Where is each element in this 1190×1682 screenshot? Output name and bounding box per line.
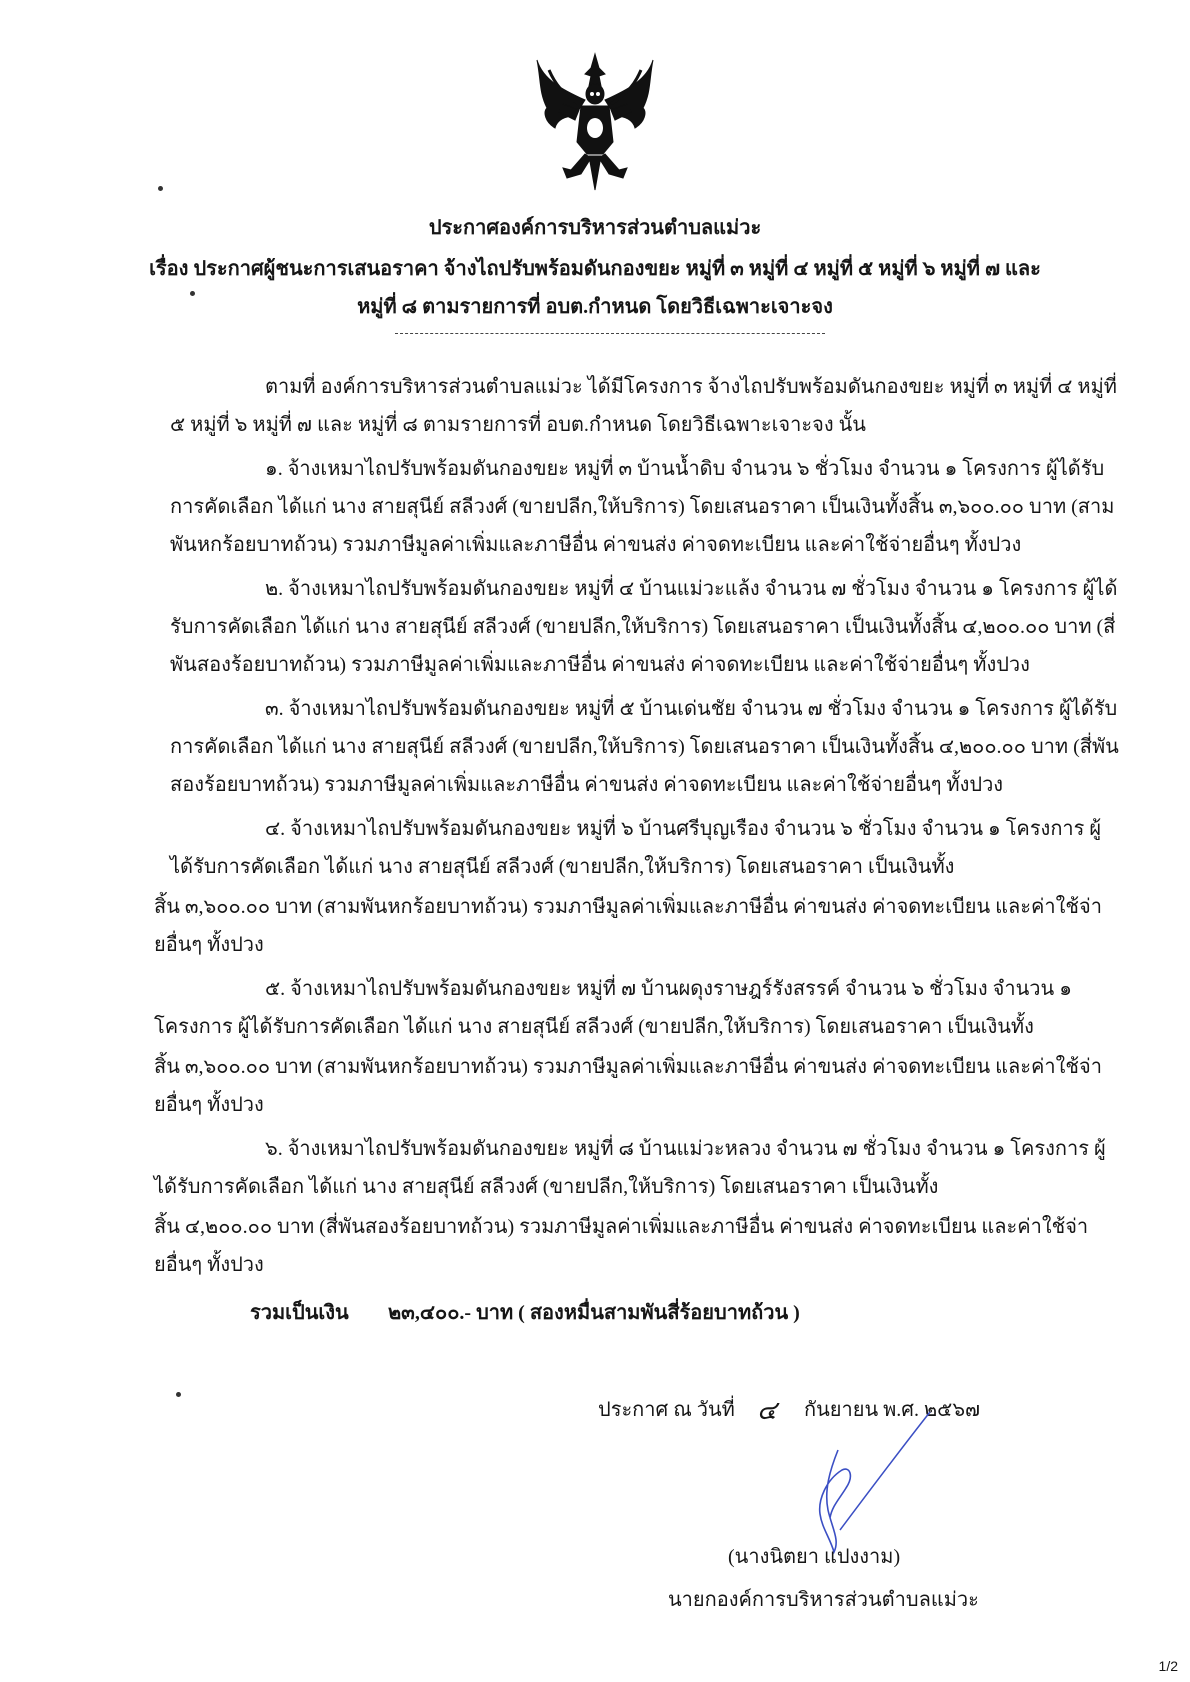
body-line: สิ้น ๓,๖๐๐.๐๐ บาท (สามพันหกร้อยบาทถ้วน) รวมภาษีมูลค่าเพิ่มและภาษีอื่น ค่าขนส่ง ค่าจดทะเบียน และค่าใช้จ่า	[154, 1056, 1102, 1078]
signer-name: (นางนิตยา แปงงาม)	[728, 1546, 901, 1568]
body-line: การคัดเลือก ได้แก่ นาง สายสุนีย์ สลีวงศ์ (ขายปลีก,ให้บริการ) โดยเสนอราคา เป็นเงินทั้งสิ้น ๔,๒๐๐.๐๐ บาท (สี่พัน	[170, 736, 1119, 758]
total-amount: ๒๓,๔๐๐.- บาท ( สองหมื่นสามพันสี่ร้อยบาทถ้วน )	[388, 1302, 800, 1324]
announcement-subject-line-2: หมู่ที่ ๘ ตามรายการที่ อบต.กำหนด โดยวิธีเฉพาะเจาะจง	[357, 296, 833, 318]
body-line: ได้รับการคัดเลือก ได้แก่ นาง สายสุนีย์ สลีวงศ์ (ขายปลีก,ให้บริการ) โดยเสนอราคา เป็นเงินทั้ง	[154, 1176, 939, 1198]
body-line: พันหกร้อยบาทถ้วน) รวมภาษีมูลค่าเพิ่มและภาษีอื่น ค่าขนส่ง ค่าจดทะเบียน และค่าใช้จ่ายอื่นๆ ทั้งปวง	[170, 534, 1022, 556]
body-line: ยอื่นๆ ทั้งปวง	[154, 1094, 264, 1116]
body-line: รับการคัดเลือก ได้แก่ นาง สายสุนีย์ สลีวงศ์ (ขายปลีก,ให้บริการ) โดยเสนอราคา เป็นเงินทั้งสิ้น ๔,๒๐๐.๐๐ บาท (สี่	[170, 616, 1116, 638]
body-line: ๓. จ้างเหมาไถปรับพร้อมดันกองขยะ หมู่ที่ ๕ บ้านเด่นชัย จำนวน ๗ ชั่วโมง จำนวน ๑ โครงการ ผู้ได้รับ	[265, 698, 1118, 720]
signer-position: นายกองค์การบริหารส่วนตำบลแม่วะ	[668, 1589, 979, 1611]
body-line: ยอื่นๆ ทั้งปวง	[154, 934, 264, 956]
body-line: ๑. จ้างเหมาไถปรับพร้อมดันกองขยะ หมู่ที่ ๓ บ้านน้ำดิบ จำนวน ๖ ชั่วโมง จำนวน ๑ โครงการ ผู้ได้รับ	[265, 458, 1105, 480]
body-line: การคัดเลือก ได้แก่ นาง สายสุนีย์ สลีวงศ์ (ขายปลีก,ให้บริการ) โดยเสนอราคา เป็นเงินทั้งสิ้น ๓,๖๐๐.๐๐ บาท (สาม	[170, 496, 1115, 518]
body-line: ๒. จ้างเหมาไถปรับพร้อมดันกองขยะ หมู่ที่ ๔ บ้านแม่วะแล้ง จำนวน ๗ ชั่วโมง จำนวน ๑ โครงการ ผู้ได้	[265, 578, 1118, 600]
announce-date-prefix: ประกาศ ณ วันที่	[598, 1399, 735, 1421]
body-line: สิ้น ๓,๖๐๐.๐๐ บาท (สามพันหกร้อยบาทถ้วน) รวมภาษีมูลค่าเพิ่มและภาษีอื่น ค่าขนส่ง ค่าจดทะเบียน และค่าใช้จ่า	[154, 896, 1102, 918]
body-line: ๖. จ้างเหมาไถปรับพร้อมดันกองขยะ หมู่ที่ ๘ บ้านแม่วะหลวง จำนวน ๗ ชั่วโมง จำนวน ๑ โครงการ ผู้	[265, 1138, 1106, 1160]
total-label: รวมเป็นเงิน	[250, 1302, 349, 1324]
body-line: ๕ หมู่ที่ ๖ หมู่ที่ ๗ และ หมู่ที่ ๘ ตามรายการที่ อบต.กำหนด โดยวิธีเฉพาะเจาะจง นั้น	[170, 414, 866, 436]
signature-icon	[780, 1410, 940, 1560]
garuda-emblem-icon	[533, 50, 657, 192]
body-line: ได้รับการคัดเลือก ได้แก่ นาง สายสุนีย์ สลีวงศ์ (ขายปลีก,ให้บริการ) โดยเสนอราคา เป็นเงินทั้ง	[170, 856, 955, 878]
body-line: ยอื่นๆ ทั้งปวง	[154, 1254, 264, 1276]
body-line: สองร้อยบาทถ้วน) รวมภาษีมูลค่าเพิ่มและภาษีอื่น ค่าขนส่ง ค่าจดทะเบียน และค่าใช้จ่ายอื่นๆ ทั้งปวง	[170, 774, 1004, 796]
announcement-subject-line-1: เรื่อง ประกาศผู้ชนะการเสนอราคา จ้างไถปรับพร้อมดันกองขยะ หมู่ที่ ๓ หมู่ที่ ๔ หมู่ที่ ๕ หมู่ที่ ๖ หมู่ที่ ๗ และ	[149, 258, 1041, 280]
body-line: ๔. จ้างเหมาไถปรับพร้อมดันกองขยะ หมู่ที่ ๖ บ้านศรีบุญเรือง จำนวน ๖ ชั่วโมง จำนวน ๑ โครงการ ผู้	[265, 818, 1102, 840]
announce-date-month-year: กันยายน พ.ศ. ๒๕๖๗	[804, 1399, 981, 1421]
announcement-title: ประกาศองค์การบริหารส่วนตำบลแม่วะ	[428, 217, 762, 239]
body-line: สิ้น ๔,๒๐๐.๐๐ บาท (สี่พันสองร้อยบาทถ้วน) รวมภาษีมูลค่าเพิ่มและภาษีอื่น ค่าขนส่ง ค่าจดทะเบียน และค่าใช้จ่า	[154, 1216, 1089, 1238]
body-line: พันสองร้อยบาทถ้วน) รวมภาษีมูลค่าเพิ่มและภาษีอื่น ค่าขนส่ง ค่าจดทะเบียน และค่าใช้จ่ายอื่นๆ ทั้งปวง	[170, 654, 1030, 676]
scan-dot	[176, 1392, 181, 1397]
announce-date-day: ๔	[757, 1396, 777, 1425]
scan-dot	[158, 186, 163, 191]
body-line: โครงการ ผู้ได้รับการคัดเลือก ได้แก่ นาง สายสุนีย์ สลีวงศ์ (ขายปลีก,ให้บริการ) โดยเสนอราคา เป็นเงินทั้ง	[154, 1016, 1034, 1038]
body-line: ตามที่ องค์การบริหารส่วนตำบลแม่วะ ได้มีโครงการ จ้างไถปรับพร้อมดันกองขยะ หมู่ที่ ๓ หมู่ที่ ๔ หมู่ที่	[265, 376, 1117, 398]
body-line: ๕. จ้างเหมาไถปรับพร้อมดันกองขยะ หมู่ที่ ๗ บ้านผดุงราษฎร์รังสรรค์ จำนวน ๖ ชั่วโมง จำนวน ๑	[265, 978, 1072, 1000]
title-divider	[395, 333, 825, 334]
page-number: 1/2	[1158, 1658, 1178, 1674]
